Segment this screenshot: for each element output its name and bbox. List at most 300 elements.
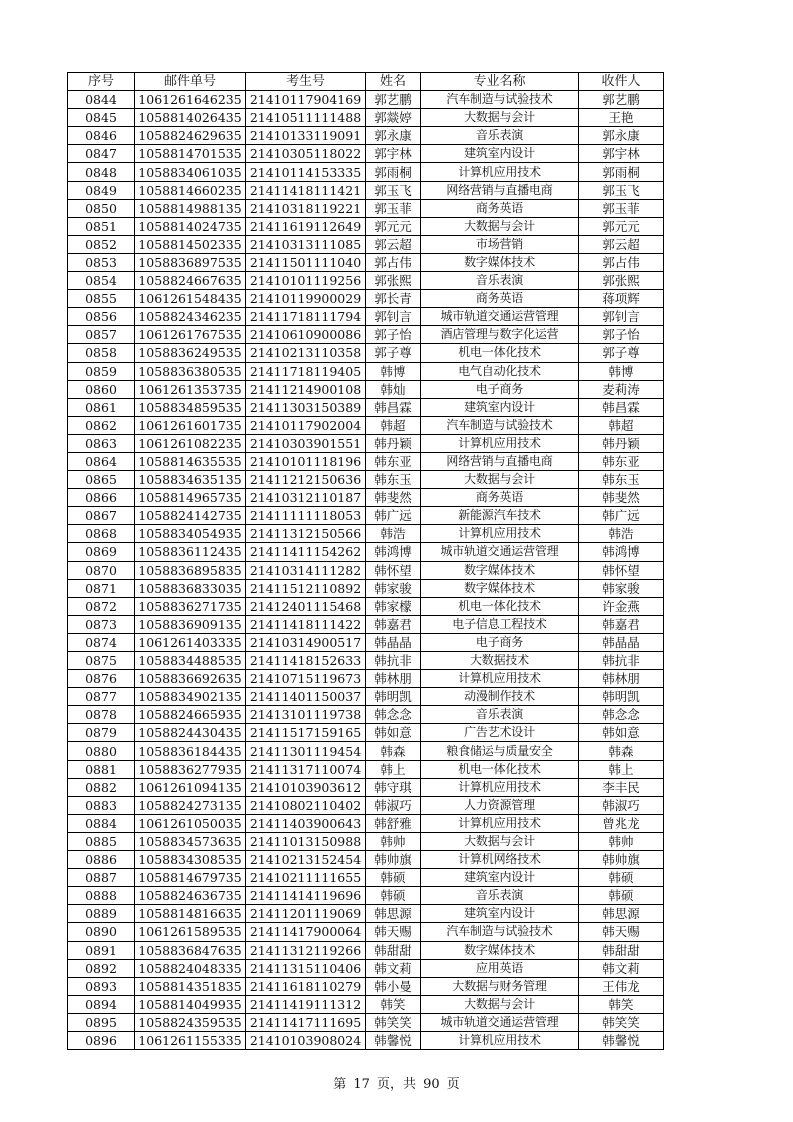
cell-name: 郭云超: [366, 235, 421, 253]
cell-name: 韩思源: [366, 905, 421, 923]
cell-major: 大数据与会计: [421, 471, 579, 489]
table-row: [68, 688, 664, 706]
cell-name: 郭元元: [366, 217, 421, 235]
cell-name: 韩博: [366, 362, 421, 380]
table-row: [68, 579, 664, 597]
cell-exam-number: 21411301119454: [246, 742, 366, 760]
cell-recipient: 郭玉飞: [579, 181, 664, 199]
cell-seq: 0859: [68, 362, 135, 380]
cell-name: 韩林朋: [366, 670, 421, 688]
cell-recipient: 韩文莉: [579, 959, 664, 977]
cell-recipient: 郭艺鹏: [579, 91, 664, 109]
cell-recipient: 韩硕: [579, 887, 664, 905]
cell-mail-number: 1058824048335: [135, 959, 246, 977]
table-body: [68, 91, 664, 1050]
cell-mail-number: 1058836895835: [135, 561, 246, 579]
cell-mail-number: 1058834902135: [135, 688, 246, 706]
table-row: [68, 253, 664, 271]
cell-name: 韩小曼: [366, 977, 421, 995]
cell-seq: 0889: [68, 905, 135, 923]
cell-seq: 0880: [68, 742, 135, 760]
cell-exam-number: 21410318119221: [246, 199, 366, 217]
cell-exam-number: 21410117902004: [246, 416, 366, 434]
cell-seq: 0869: [68, 543, 135, 561]
cell-mail-number: 1058836184435: [135, 742, 246, 760]
table-row: [68, 959, 664, 977]
cell-seq: 0887: [68, 869, 135, 887]
cell-mail-number: 1061261548435: [135, 290, 246, 308]
cell-recipient: 韩帅: [579, 832, 664, 850]
cell-exam-number: 21411212150636: [246, 471, 366, 489]
cell-seq: 0888: [68, 887, 135, 905]
cell-major: 计算机应用技术: [421, 163, 579, 181]
cell-name: 韩抗非: [366, 652, 421, 670]
cell-recipient: 韩博: [579, 362, 664, 380]
cell-exam-number: 21411512110892: [246, 579, 366, 597]
cell-exam-number: 21411214900108: [246, 380, 366, 398]
cell-mail-number: 1058834573635: [135, 832, 246, 850]
cell-major: 大数据与会计: [421, 217, 579, 235]
cell-recipient: 韩念念: [579, 706, 664, 724]
cell-mail-number: 1061261589535: [135, 923, 246, 941]
cell-exam-number: 21411312150566: [246, 525, 366, 543]
cell-major: 电气自动化技术: [421, 362, 579, 380]
cell-major: 商务英语: [421, 199, 579, 217]
cell-mail-number: 1058814965735: [135, 489, 246, 507]
cell-seq: 0871: [68, 579, 135, 597]
cell-mail-number: 1058814988135: [135, 199, 246, 217]
table-row: [68, 199, 664, 217]
cell-exam-number: 21410312110187: [246, 489, 366, 507]
cell-mail-number: 1061261646235: [135, 91, 246, 109]
cell-exam-number: 21410133119091: [246, 127, 366, 145]
cell-seq: 0879: [68, 724, 135, 742]
table-row: [68, 597, 664, 615]
cell-recipient: 韩晶晶: [579, 633, 664, 651]
cell-name: 韩守琪: [366, 778, 421, 796]
table-row: [68, 1031, 664, 1049]
cell-recipient: 韩昌霖: [579, 398, 664, 416]
cell-mail-number: 1058834859535: [135, 398, 246, 416]
cell-mail-number: 1058824142735: [135, 507, 246, 525]
cell-mail-number: 1058824629635: [135, 127, 246, 145]
cell-mail-number: 1058836271735: [135, 597, 246, 615]
header-major: 专业名称: [421, 73, 579, 91]
cell-name: 韩笑笑: [366, 1013, 421, 1031]
cell-mail-number: 1061261050035: [135, 814, 246, 832]
table-row: [68, 145, 664, 163]
cell-exam-number: 21410715119673: [246, 670, 366, 688]
cell-mail-number: 1058836909135: [135, 615, 246, 633]
table-row: [68, 995, 664, 1013]
cell-seq: 0895: [68, 1013, 135, 1031]
cell-exam-number: 21411718119405: [246, 362, 366, 380]
table-row: [68, 525, 664, 543]
cell-major: 酒店管理与数字化运营: [421, 326, 579, 344]
header-exam-number: 考生号: [246, 73, 366, 91]
cell-recipient: 韩怀望: [579, 561, 664, 579]
cell-exam-number: 21411013150988: [246, 832, 366, 850]
cell-recipient: 韩如意: [579, 724, 664, 742]
cell-major: 大数据与财务管理: [421, 977, 579, 995]
cell-major: 计算机网络技术: [421, 851, 579, 869]
table-row: [68, 869, 664, 887]
cell-name: 韩超: [366, 416, 421, 434]
cell-major: 城市轨道交通运营管理: [421, 1013, 579, 1031]
cell-recipient: 韩森: [579, 742, 664, 760]
cell-exam-number: 21410213152454: [246, 851, 366, 869]
cell-name: 韩丹颖: [366, 434, 421, 452]
cell-major: 大数据技术: [421, 652, 579, 670]
table-row: [68, 127, 664, 145]
cell-name: 韩怀望: [366, 561, 421, 579]
cell-recipient: 郭子尊: [579, 344, 664, 362]
cell-exam-number: 21411303150389: [246, 398, 366, 416]
cell-major: 商务英语: [421, 290, 579, 308]
table-row: [68, 615, 664, 633]
cell-recipient: 王艳: [579, 109, 664, 127]
cell-recipient: 韩嘉君: [579, 615, 664, 633]
cell-mail-number: 1058824667635: [135, 272, 246, 290]
cell-exam-number: 21411418111421: [246, 181, 366, 199]
cell-exam-number: 21411417900064: [246, 923, 366, 941]
cell-major: 数字媒体技术: [421, 579, 579, 597]
cell-recipient: 韩广远: [579, 507, 664, 525]
cell-major: 计算机应用技术: [421, 434, 579, 452]
cell-major: 网络营销与直播电商: [421, 452, 579, 470]
cell-mail-number: 1061261767535: [135, 326, 246, 344]
table-row: [68, 941, 664, 959]
table-row: [68, 724, 664, 742]
cell-major: 汽车制造与试验技术: [421, 923, 579, 941]
cell-mail-number: 1058836833035: [135, 579, 246, 597]
cell-exam-number: 21411419111312: [246, 995, 366, 1013]
cell-seq: 0849: [68, 181, 135, 199]
cell-mail-number: 1058836277935: [135, 760, 246, 778]
cell-name: 韩浩: [366, 525, 421, 543]
cell-mail-number: 1058824273135: [135, 796, 246, 814]
cell-mail-number: 1058814635535: [135, 452, 246, 470]
cell-exam-number: 21411418111422: [246, 615, 366, 633]
cell-major: 城市轨道交通运营管理: [421, 308, 579, 326]
cell-name: 韩东玉: [366, 471, 421, 489]
cell-seq: 0892: [68, 959, 135, 977]
cell-major: 音乐表演: [421, 127, 579, 145]
table-row: [68, 272, 664, 290]
cell-major: 汽车制造与试验技术: [421, 416, 579, 434]
table-row: [68, 91, 664, 109]
cell-exam-number: 21410119900029: [246, 290, 366, 308]
cell-name: 郭占伟: [366, 253, 421, 271]
cell-name: 郭玉菲: [366, 199, 421, 217]
cell-major: 电子商务: [421, 380, 579, 398]
table-row: [68, 416, 664, 434]
cell-seq: 0851: [68, 217, 135, 235]
cell-seq: 0877: [68, 688, 135, 706]
table-row: [68, 471, 664, 489]
cell-seq: 0862: [68, 416, 135, 434]
cell-name: 韩淑巧: [366, 796, 421, 814]
cell-major: 网络营销与直播电商: [421, 181, 579, 199]
cell-seq: 0873: [68, 615, 135, 633]
table-row: [68, 398, 664, 416]
table-row: [68, 742, 664, 760]
cell-exam-number: 21410314900517: [246, 633, 366, 651]
cell-seq: 0883: [68, 796, 135, 814]
table-row: [68, 905, 664, 923]
cell-name: 韩上: [366, 760, 421, 778]
cell-exam-number: 21411417111695: [246, 1013, 366, 1031]
cell-name: 郭宇林: [366, 145, 421, 163]
cell-recipient: 郭占伟: [579, 253, 664, 271]
cell-exam-number: 21413101119738: [246, 706, 366, 724]
cell-mail-number: 1058834054935: [135, 525, 246, 543]
cell-major: 电子信息工程技术: [421, 615, 579, 633]
cell-exam-number: 21410117904169: [246, 91, 366, 109]
cell-name: 韩帅旗: [366, 851, 421, 869]
cell-recipient: 韩甜甜: [579, 941, 664, 959]
cell-major: 数字媒体技术: [421, 253, 579, 271]
cell-recipient: 王伟龙: [579, 977, 664, 995]
header-name: 姓名: [366, 73, 421, 91]
cell-major: 应用英语: [421, 959, 579, 977]
cell-exam-number: 21410303901551: [246, 434, 366, 452]
cell-major: 动漫制作技术: [421, 688, 579, 706]
table-row: [68, 814, 664, 832]
cell-major: 建筑室内设计: [421, 905, 579, 923]
cell-mail-number: 1058814026435: [135, 109, 246, 127]
cell-seq: 0886: [68, 851, 135, 869]
cell-recipient: 韩丹颖: [579, 434, 664, 452]
cell-seq: 0891: [68, 941, 135, 959]
cell-recipient: 郭元元: [579, 217, 664, 235]
table-row: [68, 760, 664, 778]
cell-name: 韩森: [366, 742, 421, 760]
table-row: [68, 217, 664, 235]
cell-mail-number: 1058836847635: [135, 941, 246, 959]
table-row: [68, 434, 664, 452]
cell-mail-number: 1058836112435: [135, 543, 246, 561]
cell-mail-number: 1058824665935: [135, 706, 246, 724]
cell-exam-number: 21410610900086: [246, 326, 366, 344]
table-row: [68, 561, 664, 579]
cell-exam-number: 21411619112649: [246, 217, 366, 235]
table-row: [68, 633, 664, 651]
cell-name: 郭玉飞: [366, 181, 421, 199]
cell-name: 韩舒雅: [366, 814, 421, 832]
cell-major: 大数据与会计: [421, 995, 579, 1013]
cell-exam-number: 21411315110406: [246, 959, 366, 977]
cell-seq: 0872: [68, 597, 135, 615]
cell-recipient: 韩天赐: [579, 923, 664, 941]
cell-name: 韩昌霖: [366, 398, 421, 416]
cell-seq: 0890: [68, 923, 135, 941]
cell-exam-number: 21411718111794: [246, 308, 366, 326]
header-mail-number: 邮件单号: [135, 73, 246, 91]
table-row: [68, 452, 664, 470]
cell-recipient: 韩帅旗: [579, 851, 664, 869]
table-row: [68, 1013, 664, 1031]
cell-mail-number: 1058814351835: [135, 977, 246, 995]
cell-name: 韩文莉: [366, 959, 421, 977]
cell-exam-number: 21411312119266: [246, 941, 366, 959]
table-row: [68, 706, 664, 724]
cell-seq: 0858: [68, 344, 135, 362]
cell-recipient: 郭永康: [579, 127, 664, 145]
cell-mail-number: 1058814816635: [135, 905, 246, 923]
cell-name: 郭长青: [366, 290, 421, 308]
cell-major: 计算机应用技术: [421, 1031, 579, 1049]
cell-seq: 0874: [68, 633, 135, 651]
cell-mail-number: 1058814701535: [135, 145, 246, 163]
table-row: [68, 832, 664, 850]
cell-seq: 0854: [68, 272, 135, 290]
table-row: [68, 181, 664, 199]
cell-name: 韩晶晶: [366, 633, 421, 651]
cell-seq: 0868: [68, 525, 135, 543]
cell-exam-number: 21411403900643: [246, 814, 366, 832]
cell-major: 数字媒体技术: [421, 941, 579, 959]
cell-exam-number: 21411401150037: [246, 688, 366, 706]
cell-recipient: 蒋项辉: [579, 290, 664, 308]
cell-seq: 0870: [68, 561, 135, 579]
table-row: [68, 380, 664, 398]
cell-mail-number: 1058834061035: [135, 163, 246, 181]
cell-recipient: 韩上: [579, 760, 664, 778]
cell-mail-number: 1058824636735: [135, 887, 246, 905]
table-row: [68, 109, 664, 127]
cell-name: 韩如意: [366, 724, 421, 742]
cell-mail-number: 1058814049935: [135, 995, 246, 1013]
cell-major: 数字媒体技术: [421, 561, 579, 579]
cell-major: 音乐表演: [421, 272, 579, 290]
cell-exam-number: 21410114153335: [246, 163, 366, 181]
cell-exam-number: 21410213110358: [246, 344, 366, 362]
cell-recipient: 韩笑: [579, 995, 664, 1013]
cell-mail-number: 1061261601735: [135, 416, 246, 434]
cell-seq: 0860: [68, 380, 135, 398]
table-row: [68, 507, 664, 525]
table-row: [68, 923, 664, 941]
cell-recipient: 韩东玉: [579, 471, 664, 489]
cell-name: 郭永康: [366, 127, 421, 145]
cell-recipient: 郭雨桐: [579, 163, 664, 181]
cell-recipient: 麦莉涛: [579, 380, 664, 398]
cell-seq: 0852: [68, 235, 135, 253]
cell-mail-number: 1058836380535: [135, 362, 246, 380]
cell-name: 郭子怡: [366, 326, 421, 344]
cell-recipient: 郭云超: [579, 235, 664, 253]
cell-major: 汽车制造与试验技术: [421, 91, 579, 109]
cell-major: 建筑室内设计: [421, 145, 579, 163]
cell-name: 韩斐然: [366, 489, 421, 507]
cell-exam-number: 21410103908024: [246, 1031, 366, 1049]
cell-recipient: 韩超: [579, 416, 664, 434]
cell-major: 机电一体化技术: [421, 760, 579, 778]
cell-mail-number: 1058814679735: [135, 869, 246, 887]
table-row: [68, 326, 664, 344]
cell-exam-number: 21410802110402: [246, 796, 366, 814]
cell-seq: 0857: [68, 326, 135, 344]
table-row: [68, 670, 664, 688]
cell-exam-number: 21411317110074: [246, 760, 366, 778]
cell-mail-number: 1061261155335: [135, 1031, 246, 1049]
cell-recipient: 郭宇林: [579, 145, 664, 163]
cell-seq: 0856: [68, 308, 135, 326]
cell-name: 韩馨悦: [366, 1031, 421, 1049]
cell-name: 郭子尊: [366, 344, 421, 362]
cell-major: 计算机应用技术: [421, 670, 579, 688]
cell-recipient: 郭张熙: [579, 272, 664, 290]
cell-name: 韩广远: [366, 507, 421, 525]
cell-major: 机电一体化技术: [421, 344, 579, 362]
cell-recipient: 韩笑笑: [579, 1013, 664, 1031]
table-row: [68, 362, 664, 380]
cell-name: 韩硕: [366, 869, 421, 887]
mail-tracking-table: [67, 72, 664, 1050]
cell-mail-number: 1058814502335: [135, 235, 246, 253]
page-footer: 第 17 页，共 90 页: [333, 1077, 460, 1092]
cell-name: 郭雨桐: [366, 163, 421, 181]
cell-recipient: 韩抗非: [579, 652, 664, 670]
cell-name: 韩天赐: [366, 923, 421, 941]
cell-mail-number: 1058836249535: [135, 344, 246, 362]
cell-major: 新能源汽车技术: [421, 507, 579, 525]
cell-name: 韩鸿博: [366, 543, 421, 561]
table-row: [68, 887, 664, 905]
cell-major: 建筑室内设计: [421, 398, 579, 416]
cell-seq: 0861: [68, 398, 135, 416]
table-row: [68, 796, 664, 814]
cell-name: 韩帅: [366, 832, 421, 850]
table-row: [68, 163, 664, 181]
cell-name: 郭燚婷: [366, 109, 421, 127]
cell-name: 韩家檬: [366, 597, 421, 615]
cell-exam-number: 21411201119069: [246, 905, 366, 923]
cell-mail-number: 1058834308535: [135, 851, 246, 869]
cell-seq: 0885: [68, 832, 135, 850]
cell-seq: 0846: [68, 127, 135, 145]
cell-exam-number: 21411111118053: [246, 507, 366, 525]
cell-exam-number: 21410211111655: [246, 869, 366, 887]
table-row: [68, 308, 664, 326]
cell-recipient: 许金燕: [579, 597, 664, 615]
cell-mail-number: 1058824359535: [135, 1013, 246, 1031]
cell-mail-number: 1058814660235: [135, 181, 246, 199]
table-row: [68, 977, 664, 995]
cell-name: 郭艺鹏: [366, 91, 421, 109]
cell-seq: 0876: [68, 670, 135, 688]
cell-name: 韩明凯: [366, 688, 421, 706]
cell-mail-number: 1058814024735: [135, 217, 246, 235]
cell-seq: 0853: [68, 253, 135, 271]
cell-major: 建筑室内设计: [421, 869, 579, 887]
cell-exam-number: 21412401115468: [246, 597, 366, 615]
cell-name: 韩灿: [366, 380, 421, 398]
cell-major: 音乐表演: [421, 887, 579, 905]
table-row: [68, 290, 664, 308]
cell-mail-number: 1061261082235: [135, 434, 246, 452]
cell-exam-number: 21411501111040: [246, 253, 366, 271]
cell-recipient: 韩明凯: [579, 688, 664, 706]
cell-recipient: 曾兆龙: [579, 814, 664, 832]
cell-seq: 0894: [68, 995, 135, 1013]
cell-mail-number: 1058834635135: [135, 471, 246, 489]
cell-recipient: 韩硕: [579, 869, 664, 887]
header-seq: 序号: [68, 73, 135, 91]
table-row: [68, 489, 664, 507]
cell-name: 韩甜甜: [366, 941, 421, 959]
